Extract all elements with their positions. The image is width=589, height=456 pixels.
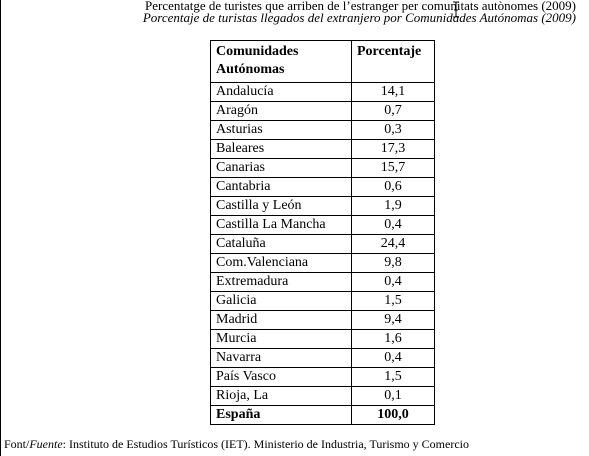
- total-region: España: [211, 406, 352, 425]
- caption-spanish: Porcentaje de turistas llegados del extranjero por Comunidades Autónomas (2009): [142, 10, 576, 25]
- region-cell: Castilla La Mancha: [211, 216, 352, 235]
- table-row: [211, 368, 435, 387]
- region-cell: Rioja, La: [211, 387, 352, 406]
- table-body: [211, 83, 435, 425]
- region-cell: Andalucía: [211, 83, 352, 102]
- table-row: [211, 102, 435, 121]
- percentage-cell: 0,4: [352, 273, 435, 292]
- region-cell: País Vasco: [211, 368, 352, 387]
- region-cell: Extremadura: [211, 273, 352, 292]
- tourism-table: [210, 40, 435, 425]
- region-cell: Cataluña: [211, 235, 352, 254]
- percentage-cell: 0,1: [352, 387, 435, 406]
- table-row: [211, 178, 435, 197]
- percentage-cell: 24,4: [352, 235, 435, 254]
- total-row: [211, 406, 435, 425]
- percentage-cell: 17,3: [352, 140, 435, 159]
- source-label-catalan: Font/: [4, 437, 30, 451]
- table-row: [211, 349, 435, 368]
- table-caption: [0, 0, 576, 24]
- table-row: [211, 292, 435, 311]
- region-cell: Galicia: [211, 292, 352, 311]
- source-text: : Instituto de Estudios Turísticos (IET). Ministerio de Industria, Turismo y Comercio: [62, 437, 470, 451]
- table-row: [211, 197, 435, 216]
- table-row: [211, 311, 435, 330]
- source-label-spanish: Fuente: [29, 437, 63, 451]
- region-cell: Canarias: [211, 159, 352, 178]
- header-region: Comunidades Autónomas: [211, 41, 352, 83]
- page-edge: [0, 0, 1, 456]
- table-row: [211, 235, 435, 254]
- percentage-cell: 0,6: [352, 178, 435, 197]
- percentage-cell: 15,7: [352, 159, 435, 178]
- table-row: [211, 254, 435, 273]
- region-cell: Asturias: [211, 121, 352, 140]
- table-row: [211, 387, 435, 406]
- caption-catalan: Percentatge de turistes que arriben de l’estranger per comunitats autònomes (2009): [144, 0, 576, 13]
- percentage-cell: 9,4: [352, 311, 435, 330]
- percentage-cell: 1,5: [352, 368, 435, 387]
- source-note: [4, 437, 469, 451]
- table-row: [211, 121, 435, 140]
- region-cell: Navarra: [211, 349, 352, 368]
- percentage-cell: 0,4: [352, 216, 435, 235]
- percentage-cell: 1,5: [352, 292, 435, 311]
- percentage-cell: 0,4: [352, 349, 435, 368]
- percentage-cell: 14,1: [352, 83, 435, 102]
- percentage-cell: 9,8: [352, 254, 435, 273]
- table-row: [211, 273, 435, 292]
- table-row: [211, 330, 435, 349]
- table-header-row: [211, 41, 435, 83]
- table-row: [211, 159, 435, 178]
- region-cell: Castilla y León: [211, 197, 352, 216]
- region-cell: Murcia: [211, 330, 352, 349]
- percentage-cell: 1,6: [352, 330, 435, 349]
- region-cell: Aragón: [211, 102, 352, 121]
- region-cell: Com.Valenciana: [211, 254, 352, 273]
- percentage-cell: 1,9: [352, 197, 435, 216]
- table-row: [211, 83, 435, 102]
- text-cursor-icon: [452, 1, 460, 18]
- table-row: [211, 140, 435, 159]
- percentage-cell: 0,7: [352, 102, 435, 121]
- region-cell: Cantabria: [211, 178, 352, 197]
- header-percentage: Porcentaje: [352, 41, 435, 83]
- region-cell: Madrid: [211, 311, 352, 330]
- total-percentage: 100,0: [352, 406, 435, 425]
- region-cell: Baleares: [211, 140, 352, 159]
- table-row: [211, 216, 435, 235]
- percentage-cell: 0,3: [352, 121, 435, 140]
